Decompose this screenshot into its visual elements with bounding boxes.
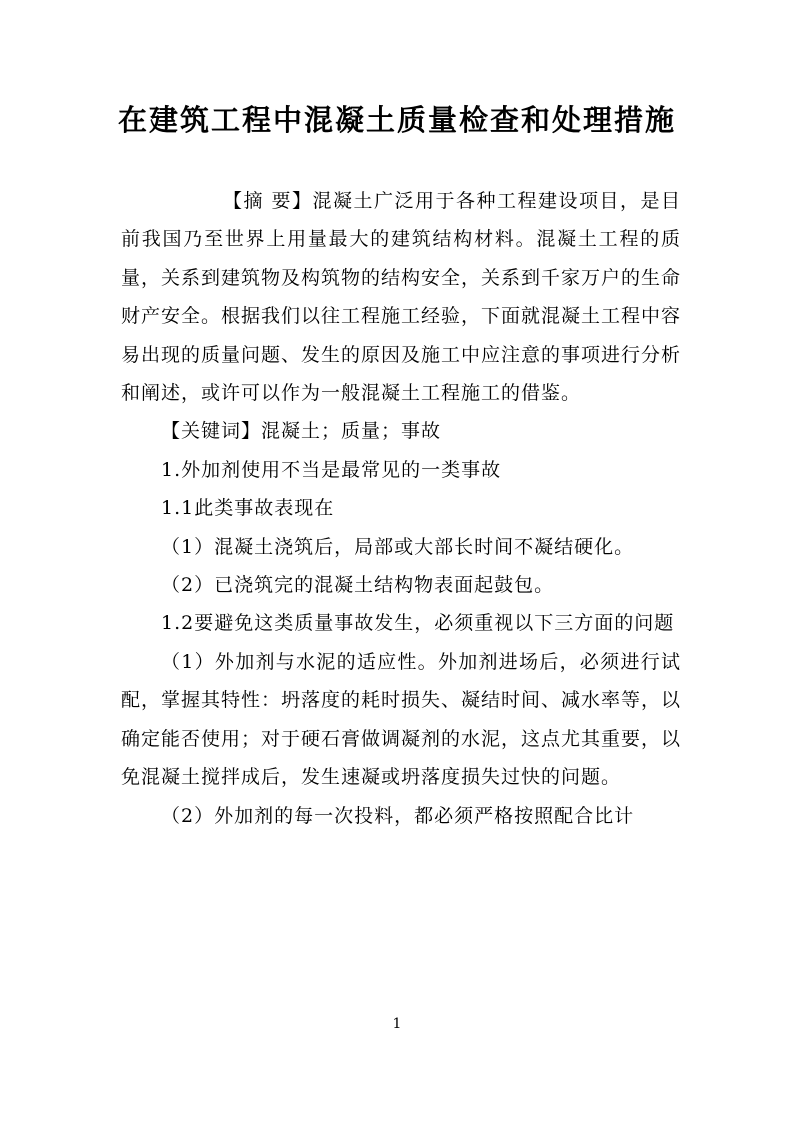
- subsection-heading-1-1: 1.1此类事故表现在: [161, 497, 335, 520]
- list-item: （1）混凝土浇筑后，局部或大部长时间不凝结硬化。: [161, 535, 635, 558]
- page-title: 在建筑工程中混凝土质量检查和处理措施: [117, 103, 676, 137]
- list-item: （1）外加剂与水泥的适应性。外加剂进场后，必须进行试配，掌握其特性：坍落度的耗时损失、凝结时间、减水率等，以确定能否使用；对于硬石膏做调凝剂的水泥，这点尤其重要，以免混凝土搅拌成后，发生速凝或坍落度损失过快的问题。: [121, 650, 682, 789]
- list-item: （2）外加剂的每一次投料，都必须严格按照配合比计: [161, 804, 635, 827]
- abstract-paragraph: 【摘 要】混凝土广泛用于各种工程建设项目，是目前我国乃至世界上用量最大的建筑结构材料。混凝土工程的质量，关系到建筑物及构筑物的结构安全，关系到千家万户的生命财产安全。根据我们以往工程施工经验，下面就混凝土工程中容易出现的质量问题、发生的原因及施工中应注意的事项进行分析和阐述，或许可以作为一般混凝土工程施工的借鉴。: [121, 190, 682, 405]
- list-item: （2）已浇筑完的混凝土结构物表面起鼓包。: [161, 574, 555, 597]
- section-heading-1: 1.外加剂使用不当是最常见的一类事故: [161, 458, 502, 481]
- keywords-paragraph: 【关键词】混凝土；质量；事故: [161, 420, 442, 443]
- body-text: [121, 182, 681, 835]
- page-number: 1: [392, 1016, 402, 1032]
- subsection-heading-1-2: 1.2要避免这类质量事故发生，必须重视以下三方面的问题: [161, 612, 675, 635]
